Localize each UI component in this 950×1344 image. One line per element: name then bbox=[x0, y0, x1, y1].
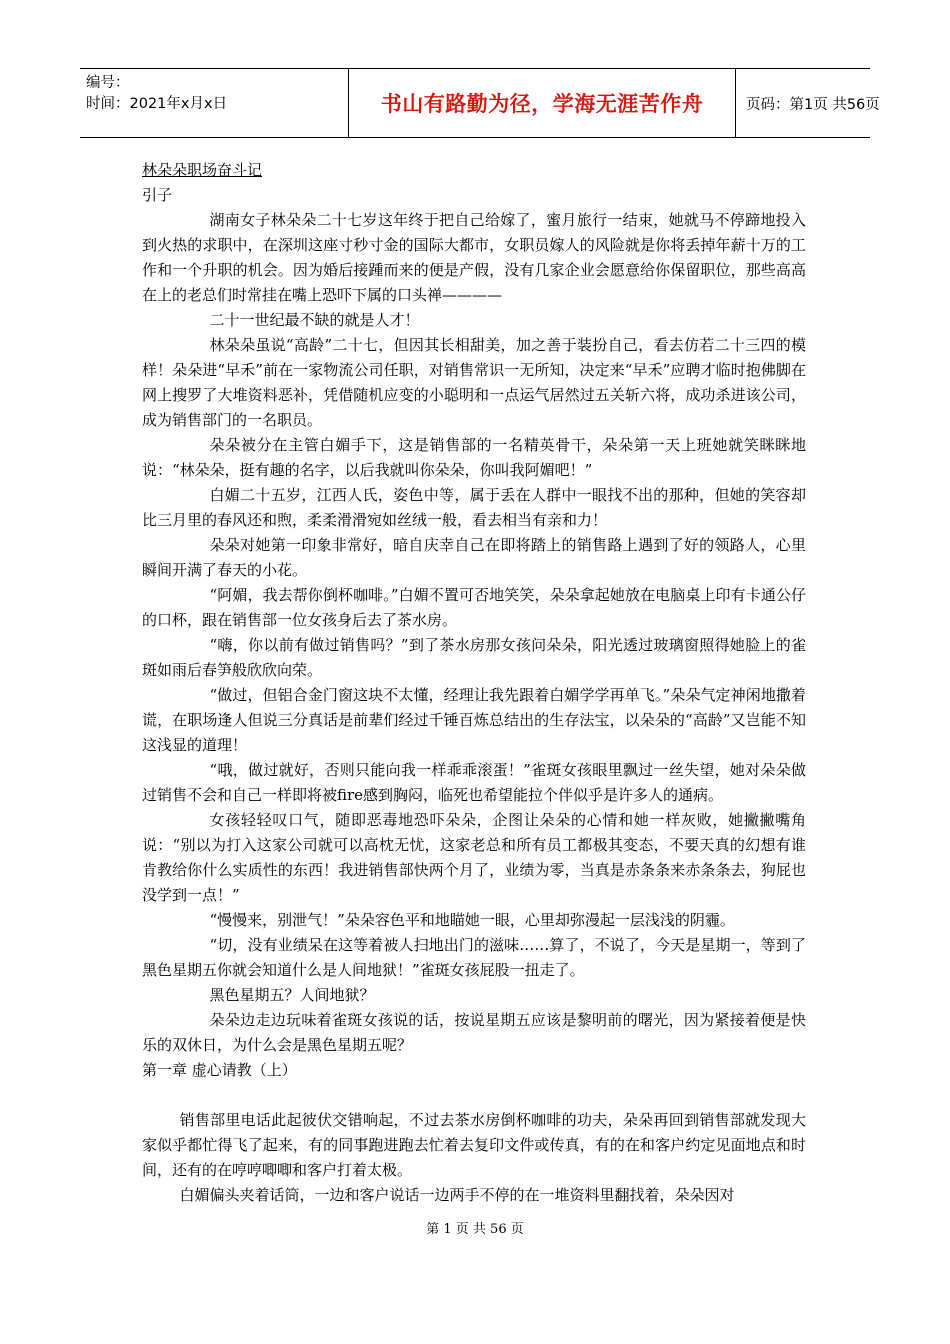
page-footer: 第 1 页 共 56 页 bbox=[426, 1222, 524, 1237]
paragraph: 女孩轻轻叹口气，随即恶毒地恐吓朵朵，企图让朵朵的心情和她一样灰败，她撇撇嘴角说：“别以为打入这家公司就可以高枕无忧，这家老总和所有员工都极其变态，不要天真的幻想有谁肯教给你什么实质性的东西！我进销售部快两个月了，业绩为零，当真是赤条条来赤条条去，狗屁也没学到一点！” bbox=[142, 811, 806, 904]
page-header bbox=[80, 68, 880, 138]
paragraph: 湖南女子林朵朵二十七岁这年终于把自己给嫁了，蜜月旅行一结束，她就马不停蹄地投入到火热的求职中，在深圳这座寸秒寸金的国际大都市，女职员嫁人的风险就是你将丢掉年薪十万的工作和一个升职的机会。因为婚后接踵而来的便是产假，没有几家企业会愿意给你保留职位，那些高高在上的老总们时常挂在嘴上恐吓下属的口头禅———— bbox=[142, 211, 806, 304]
paragraph: “慢慢来，别泄气！”朵朵容色平和地瞄她一眼，心里却弥漫起一层浅浅的阴霾。 bbox=[209, 911, 735, 929]
document-title: 林朵朵职场奋斗记 bbox=[142, 161, 263, 179]
document-time-label: 时间：2021年x月x日 bbox=[86, 96, 228, 112]
header-page-info: 页码：第1页 共56页 bbox=[746, 96, 880, 113]
paragraph-spacer bbox=[142, 1083, 806, 1108]
paragraph: 朵朵边走边玩味着雀斑女孩说的话，按说星期五应该是黎明前的曙光，因为紧接着便是快乐的双休日，为什么会是黑色星期五呢？ bbox=[142, 1011, 806, 1054]
paragraph: 林朵朵虽说“高龄”二十七，但因其长相甜美，加之善于装扮自己，看去仿若二十三四的模样！朵朵进“早禾”前在一家物流公司任职，对销售常识一无所知，决定来“早禾”应聘才临时抱佛脚在网上搜罗了大堆资料恶补，凭借随机应变的小聪明和一点运气居然过五关斩六将，成功杀进该公司，成为销售部门的一名职员。 bbox=[142, 336, 806, 429]
paragraph: “切，没有业绩呆在这等着被人扫地出门的滋味……算了，不说了，今天是星期一，等到了黑色星期五你就会知道什么是人间地狱！”雀斑女孩屁股一扭走了。 bbox=[142, 936, 806, 979]
paragraph: 黑色星期五？人间地狱？ bbox=[209, 986, 375, 1004]
paragraph: 二十一世纪最不缺的就是人才！ bbox=[209, 311, 420, 329]
paragraph: “做过，但铝合金门窗这块不太懂，经理让我先跟着白媚学学再单飞。”朵朵气定神闲地撒着谎，在职场逢人但说三分真话是前辈们经过千锤百炼总结出的生存法宝，以朵朵的“高龄”又岂能不知这浅显的道理！ bbox=[142, 686, 806, 754]
header-meta bbox=[86, 73, 276, 115]
prologue-heading: 引子 bbox=[142, 186, 173, 204]
header-motto: 书山有路勤为径，学海无涯苦作舟 bbox=[348, 69, 736, 137]
paragraph: “嗨，你以前有做过销售吗？”到了茶水房那女孩问朵朵，阳光透过玻璃窗照得她脸上的雀斑如雨后春笋般欣欣向荣。 bbox=[142, 636, 806, 679]
paragraph: “阿媚，我去帮你倒杯咖啡。”白媚不置可否地笑笑，朵朵拿起她放在电脑桌上印有卡通公仔的口杯，跟在销售部一位女孩身后去了茶水房。 bbox=[142, 586, 806, 629]
paragraph: “哦，做过就好，否则只能向我一样乖乖滚蛋！”雀斑女孩眼里飘过一丝失望，她对朵朵做过销售不会和自己一样即将被fire感到胸闷，临死也希望能拉个伴似乎是许多人的通病。 bbox=[142, 761, 806, 804]
paragraph: 销售部里电话此起彼伏交错响起，不过去茶水房倒杯咖啡的功夫，朵朵再回到销售部就发现大家似乎都忙得飞了起来，有的同事跑进跑去忙着去复印文件或传真，有的在和客户约定见面地点和时间，还有的在哼哼唧唧和客户打着太极。 bbox=[142, 1111, 806, 1179]
paragraph: 白媚二十五岁，江西人氏，姿色中等，属于丢在人群中一眼找不出的那种，但她的笑容却比三月里的春风还和煦，柔柔滑滑宛如丝绒一般，看去相当有亲和力！ bbox=[142, 486, 806, 529]
chapter-heading: 第一章 虚心请教（上） bbox=[142, 1061, 297, 1079]
document-body bbox=[142, 158, 806, 1208]
paragraph: 朵朵被分在主管白媚手下，这是销售部的一名精英骨干，朵朵第一天上班她就笑眯眯地说：“林朵朵，挺有趣的名字，以后我就叫你朵朵，你叫我阿媚吧！” bbox=[142, 436, 806, 479]
paragraph: 白媚偏头夹着话筒，一边和客户说话一边两手不停的在一堆资料里翻找着，朵朵因对 bbox=[179, 1186, 735, 1204]
paragraph: 朵朵对她第一印象非常好，暗自庆幸自己在即将踏上的销售路上遇到了好的领路人，心里瞬间开满了春天的小花。 bbox=[142, 536, 806, 579]
document-number-label: 编号： bbox=[86, 75, 130, 91]
